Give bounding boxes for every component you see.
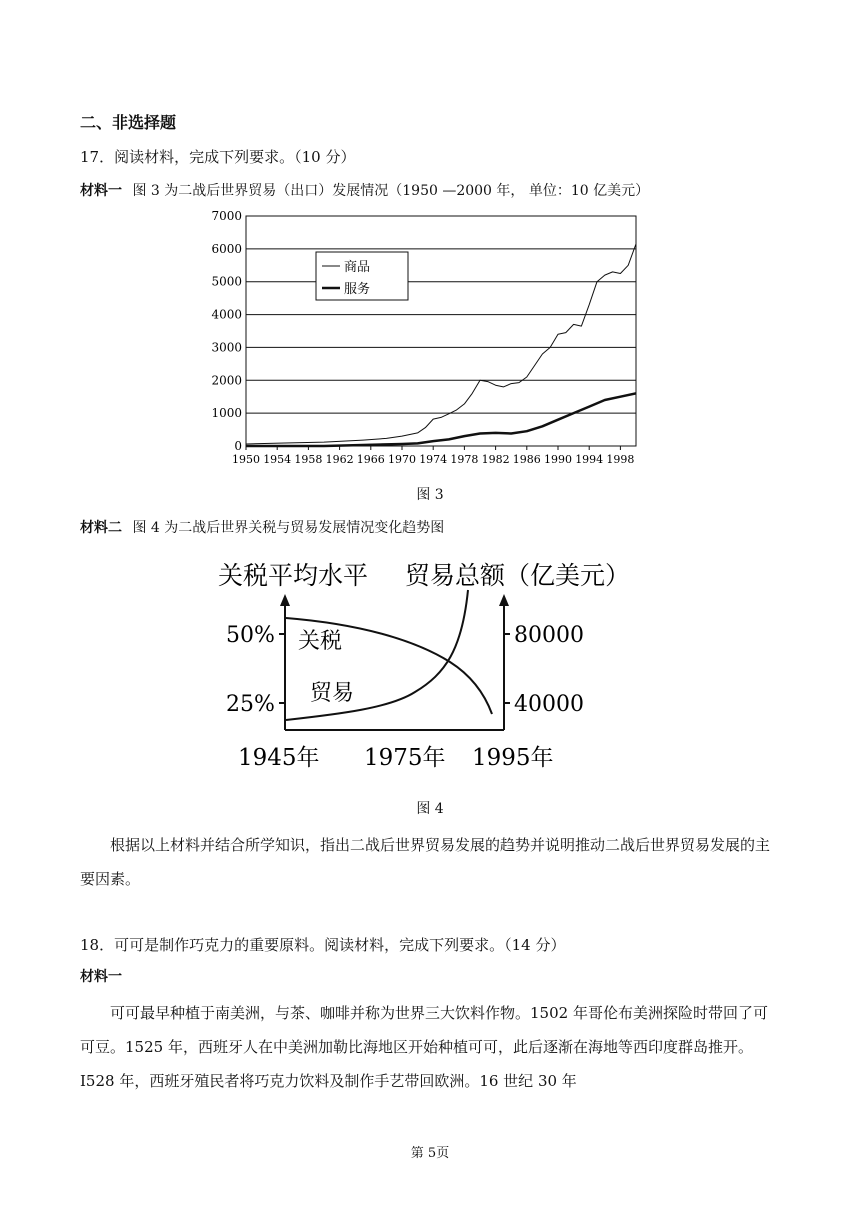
y-tick-label: 1000: [211, 406, 242, 421]
y-tick-label: 6000: [211, 241, 242, 256]
legend-label-goods: 商品: [344, 260, 371, 275]
x-tick-label: 1978: [450, 453, 479, 466]
question-17-stem: 17．阅读材料，完成下列要求。（10 分）: [80, 148, 356, 166]
page-number: 第 5页: [410, 1146, 450, 1161]
x-tick-label: 1986: [512, 453, 541, 466]
figure-3-chart: [211, 206, 648, 474]
y-tick-label: 3000: [211, 340, 242, 355]
x-tick-label: 1970: [388, 453, 416, 466]
material1-line: [80, 180, 649, 200]
material1-text: 图 3 为二战后世界贸易（出口）发展情况（1950 —2000 年， 单位：10 亿美元）: [132, 183, 650, 199]
y-tick-label: 0: [234, 439, 242, 453]
x-tick-label: 1982: [481, 453, 510, 466]
question-18-stem: 18．可可是制作巧克力的重要原料。阅读材料，完成下列要求。（14 分）: [80, 936, 566, 954]
material2-line: [80, 517, 444, 537]
x-tick-label: 1966: [356, 453, 385, 466]
material2-label: 材料二: [80, 520, 122, 536]
x-tick-label: 1962: [325, 453, 354, 466]
figure-4-chart: [210, 550, 660, 785]
series-line-goods: [246, 244, 636, 444]
figure-3-caption: 图 3: [416, 487, 444, 503]
q18-material1-label: 材料一: [80, 969, 122, 985]
x-tick-label: 1998: [606, 453, 635, 466]
fig4-tick-40000: 40000: [514, 692, 584, 717]
material2-text: 图 4 为二战后世界关税与贸易发展情况变化趋势图: [132, 520, 445, 536]
x-tick-label: 1994: [575, 453, 604, 466]
figure-4-caption: 图 4: [416, 801, 444, 817]
material1-label: 材料一: [80, 183, 122, 199]
fig4-trade-label: 贸易: [310, 681, 355, 706]
fig4-x-1995: 1995年: [472, 745, 554, 771]
fig4-tick-25pct: 25%: [226, 692, 275, 717]
fig4-left-arrow: [280, 594, 290, 606]
y-tick-label: 2000: [211, 373, 242, 388]
section-title: 二、非选择题: [80, 113, 177, 132]
fig4-right-arrow: [499, 594, 509, 606]
question-17-task: 根据以上材料并结合所学知识，指出二战后世界贸易发展的趋势并说明推动二战后世界贸易发展的主要因素。: [80, 836, 771, 888]
series-line-services: [246, 393, 636, 446]
x-tick-label: 1950: [232, 453, 260, 466]
y-tick-label: 4000: [211, 307, 242, 322]
x-tick-label: 1958: [294, 453, 323, 466]
x-tick-label: 1954: [263, 453, 292, 466]
question-18-paragraph: 可可最早种植于南美洲，与茶、咖啡并称为世界三大饮料作物。1502 年哥伦布美洲探险时带回了可可豆。1525 年，西班牙人在中美洲加勒比海地区开始种植可可，此后逐渐在海地等西印度群岛推开。I528 年，西班牙殖民者将巧克力饮料及制作手艺带回欧洲。16 世纪 30 年: [80, 1004, 768, 1090]
fig4-x-1945: 1945年: [238, 745, 320, 771]
x-tick-label: 1990: [544, 453, 572, 466]
fig4-left-axis-label: 关税平均水平: [218, 561, 369, 590]
fig4-tick-50pct: 50%: [226, 623, 275, 648]
y-tick-label: 7000: [211, 209, 242, 223]
fig4-tick-80000: 80000: [514, 623, 584, 648]
fig4-tariff-label: 关税: [298, 629, 343, 654]
y-tick-label: 5000: [211, 274, 242, 289]
fig4-x-1975: 1975年: [364, 745, 446, 771]
fig4-right-axis-label: 贸易总额（亿美元）: [405, 561, 631, 590]
x-tick-label: 1974: [419, 453, 448, 466]
legend-label-services: 服务: [344, 282, 371, 297]
